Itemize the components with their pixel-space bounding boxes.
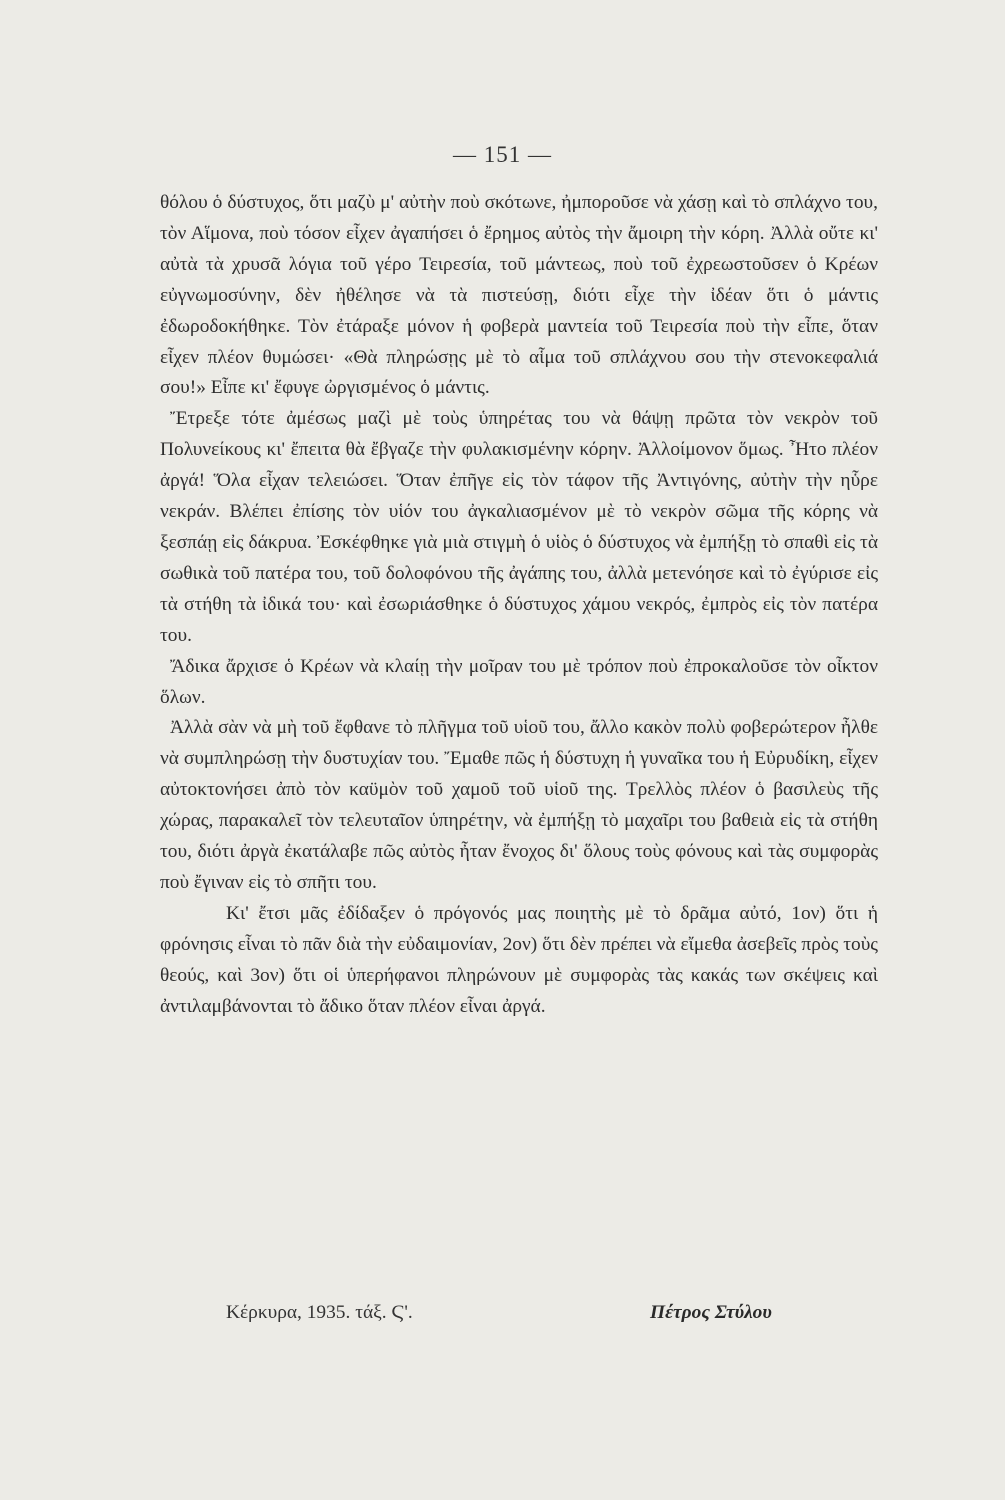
body-text xyxy=(160,188,878,1022)
paragraph-5: Κι' ἔτσι μᾶς ἐδίδαξεν ὁ πρόγονός μας ποιητὴς μὲ τὸ δρᾶμα αὐτό, 1ον) ὅτι ἡ φρόνησις εἶναι τὸ πᾶν διὰ τὴν εὐδαιμονίαν, 2ον) ὅτι δὲν πρέπει νὰ εἴμεθα ἀσεβεῖς πρὸς τοὺς θεούς, καὶ 3ον) ὅτι οἱ ὑπερήφανοι πληρώνουν μὲ συμφορὰς τὰς κακάς των σκέψεις καὶ ἀντιλαμβάνονται τὸ ἄδικο ὅταν πλέον εἶναι ἀργά. xyxy=(160,902,878,1017)
page-number: — 151 — xyxy=(453,142,552,167)
footer-place-date: Κέρκυρα, 1935. τάξ. Ϛ'. xyxy=(226,1302,413,1323)
paragraph-4: Ἀλλὰ σὰν νὰ μὴ τοῦ ἔφθανε τὸ πλῆγμα τοῦ υἱοῦ του, ἄλλο κακὸν πολὺ φοβερώτερον ἦλθε νὰ συμπληρώσῃ τὴν δυστυχίαν του. Ἔμαθε πῶς ἡ δύστυχη ἡ γυναῖκα του ἡ Εὐρυδίκη, εἶχεν αὐτοκτονήσει ἀπὸ τὸν καϋμὸν τοῦ χαμοῦ τοῦ υἱοῦ της. Τρελλὸς πλέον ὁ βασιλεὺς τῆς χώρας, παρακαλεῖ τὸν τελευταῖον ὑπηρέτην, νὰ ἐμπήξῃ τὸ μαχαῖρι του βαθειὰ εἰς τὰ στήθη του, διότι ἀργὰ ἐκατάλαβε πῶς αὐτὸς ἦταν ἔνοχος δι' ὅλους τοὺς φόνους καὶ τὰς συμφορὰς ποὺ ἔγιναν εἰς τὸ σπῆτι του. xyxy=(160,717,878,893)
paragraph-3: Ἄδικα ἄρχισε ὁ Κρέων νὰ κλαίῃ τὴν μοῖραν του μὲ τρόπον ποὺ ἐπροκαλοῦσε τὸν οἶκτον ὅλων. xyxy=(160,655,878,708)
paragraph-2: Ἔτρεξε τότε ἀμέσως μαζὶ μὲ τοὺς ὑπηρέτας του νὰ θάψῃ πρῶτα τὸν νεκρὸν τοῦ Πολυνείκους κι' ἔπειτα θὰ ἔβγαζε τὴν φυλακισμένην κόρην. Ἀλλοίμονον ὅμως. Ἦτο πλέον ἀργά! Ὅλα εἶχαν τελειώσει. Ὅταν ἐπῆγε εἰς τὸν τάφον τῆς Ἀντιγόνης, αὐτὴν τὴν ηὗρε νεκράν. Βλέπει ἐπίσης τὸν υἱόν του ἀγκαλιασμένον μὲ τὸ νεκρὸν σῶμα τῆς κόρης νὰ ξεσπάῃ εἰς δάκρυα. Ἐσκέφθηκε γιὰ μιὰ στιγμὴ ὁ υἱὸς ὁ δύστυχος νὰ ἐμπήξῃ τὸ σπαθὶ εἰς τὰ σωθικὰ τοῦ πατέρα του, τοῦ δολοφόνου τῆς ἀγάπης του, ἀλλὰ μετενόησε καὶ τὸ ἐγύρισε εἰς τὰ στήθη τὰ ἰδικά του· καὶ ἐσωριάσθηκε ὁ δύστυχος χάμου νεκρός, ἐμπρὸς εἰς τὸν πατέρα του. xyxy=(160,408,878,646)
paragraph-1: θόλου ὁ δύστυχος, ὅτι μαζὺ μ' αὐτὴν ποὺ σκότωνε, ἠμποροῦσε νὰ χάσῃ καὶ τὸ σπλάχνο του, τὸν Αἵμονα, ποὺ τόσον εἶχεν ἀγαπήσει ὁ ἔρημος αὐτὸς τὴν ἄμοιρη τὴν κόρη. Ἀλλὰ οὔτε κι' αὐτὰ τὰ χρυσᾶ λόγια τοῦ γέρο Τειρεσία, τοῦ μάντεως, ποὺ τοῦ ἐχρεωστοῦσεν ὁ Κρέων εὐγνωμοσύνην, δὲν ἠθέλησε νὰ τὰ πιστεύσῃ, διότι εἶχε τὴν ἰδέαν ὅτι ὁ μάντις ἐδωροδοκήθηκε. Τὸν ἐτάραξε μόνον ἡ φοβερὰ μαντεία τοῦ Τειρεσία ποὺ τὴν εἶπε, ὅταν εἶχεν πλέον θυμώσει· «Θὰ πληρώσῃς μὲ τὸ αἷμα τοῦ σπλάχνου σου τὴν στενοκεφαλιά σου!» Εἶπε κι' ἔφυγε ὠργισμένος ὁ μάντις. xyxy=(160,192,878,399)
footer-author-signature: Πέτρος Στύλου xyxy=(650,1302,772,1323)
